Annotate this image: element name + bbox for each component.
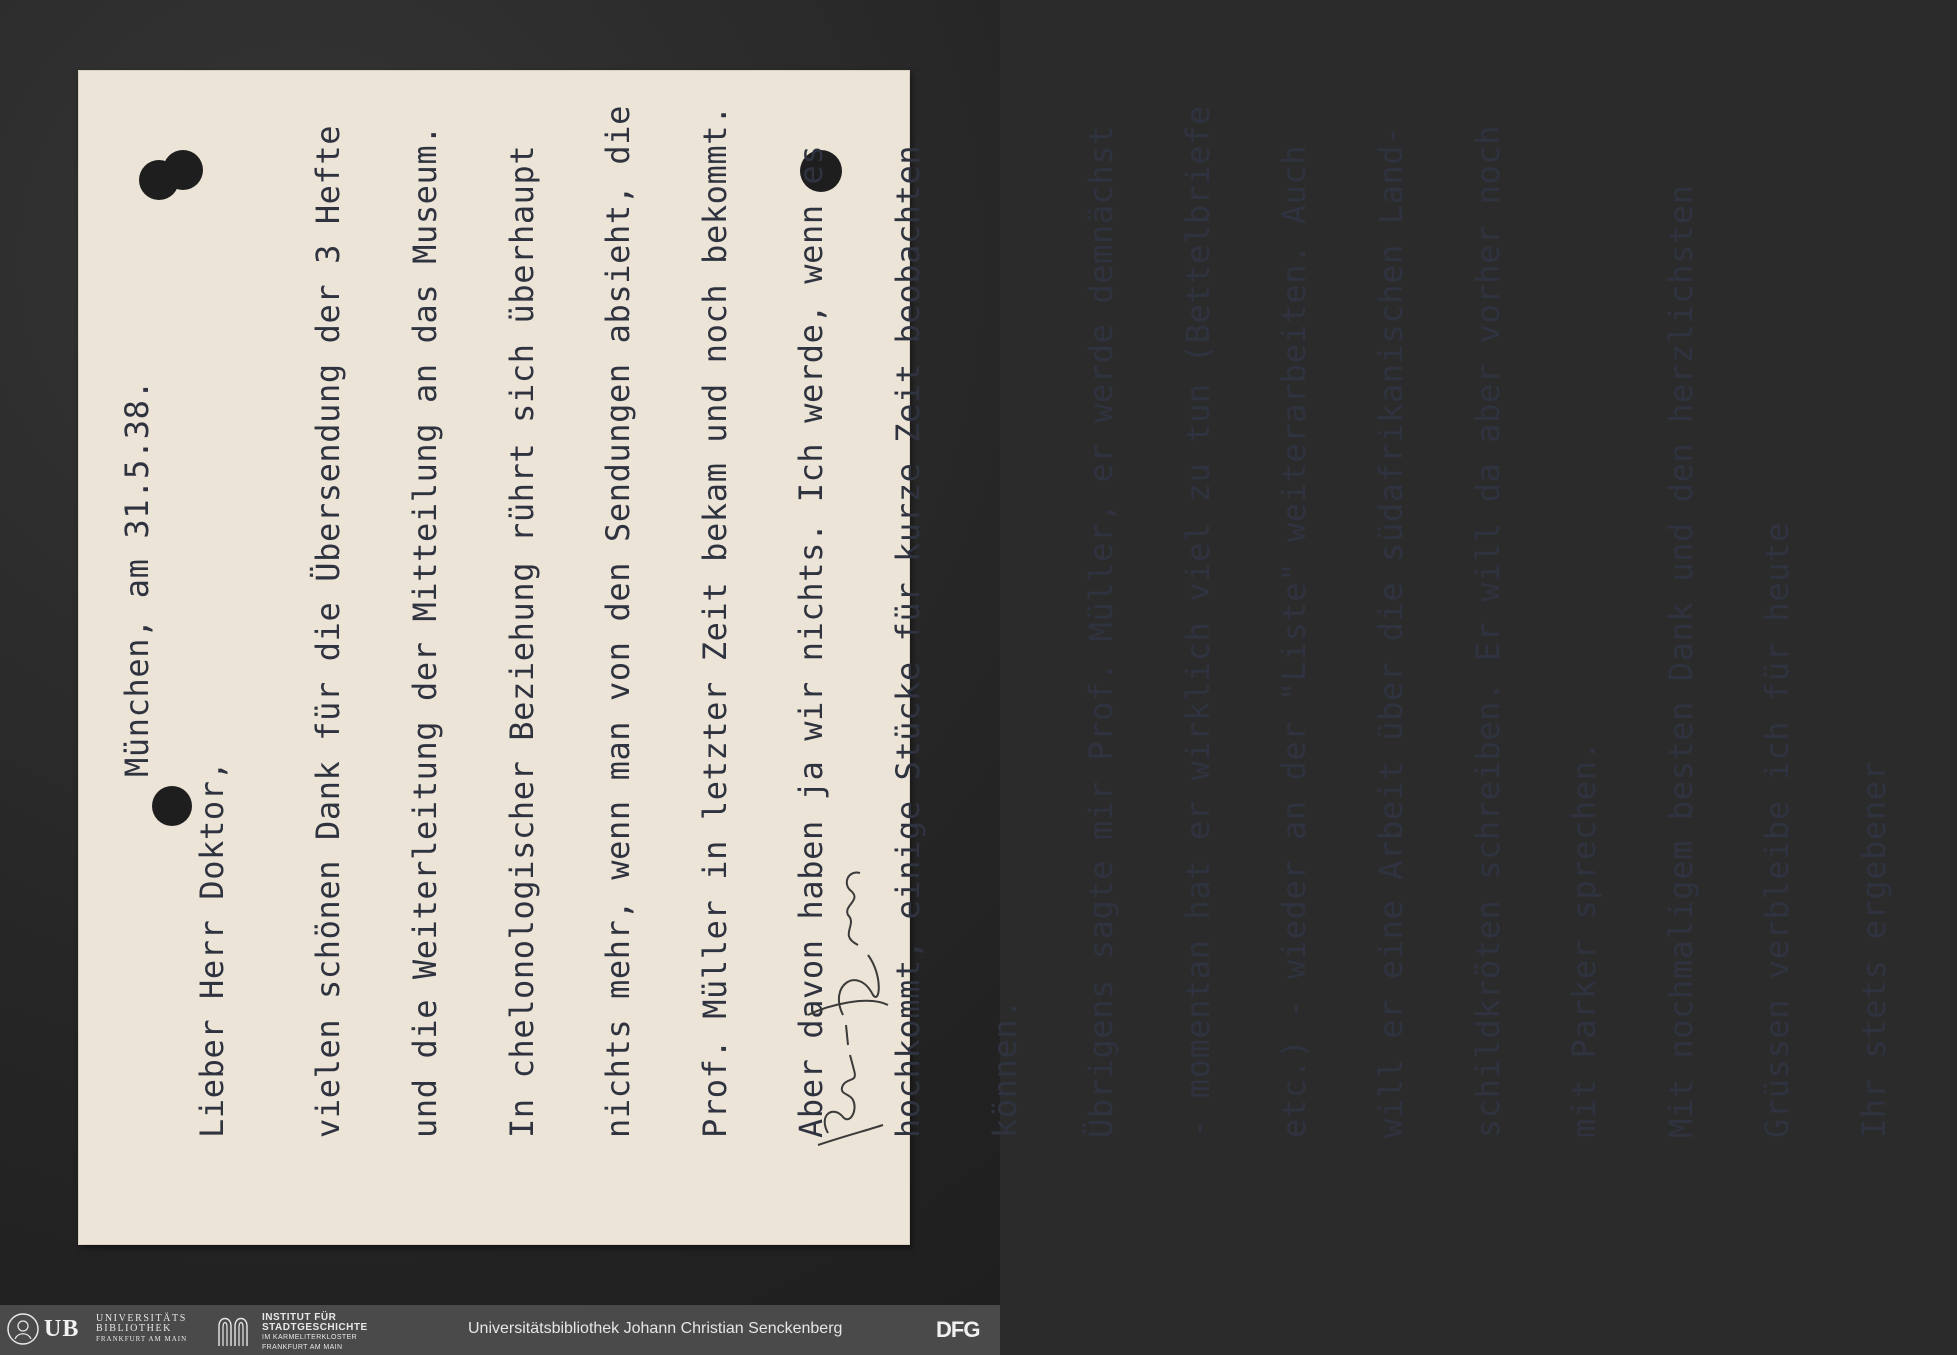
dfg-logo: DFG <box>936 1317 980 1342</box>
footer-bar <box>0 1305 1000 1355</box>
ifs-line-3: IM KARMELITERKLOSTER <box>262 1334 358 1341</box>
university-seal-icon <box>6 1312 40 1346</box>
letter-line: nichts mehr, wenn man von den Sendungen absieht, die <box>599 104 638 1138</box>
letter-line: Prof. Müller in letzter Zeit bekam und noch bekommt. <box>695 104 734 1138</box>
institute-name <box>262 1313 368 1353</box>
ub-line-2: BIBLIOTHEK <box>96 1323 172 1334</box>
letter-line: - momentan hat er wirklich viel zu tun (Bettelbriefe <box>1178 104 1217 1138</box>
ub-logo <box>6 1312 79 1346</box>
letter-line: will er eine Arbeit über die südafrikanischen Land- <box>1371 124 1410 1138</box>
ub-mark: UB <box>44 1315 80 1342</box>
letter-line: Übrigens sagte mir Prof. Müller, er werde demnächst <box>1082 124 1121 1138</box>
institute-arch-icon <box>215 1314 255 1348</box>
letter-line: vielen schönen Dank für die Übersendung der 3 Hefte <box>309 124 348 1138</box>
ub-name <box>96 1314 187 1344</box>
letter-line: Aber davon haben ja wir nichts. Ich werde, wenn es <box>792 144 831 1138</box>
letter-line: schildkröten schreiben. Er will da aber vorher noch <box>1468 124 1507 1138</box>
letter-line: hochkommt, einige Stücke für kurze Zeit beobachten <box>888 144 927 1138</box>
library-name: Universitätsbibliothek Johann Christian Senckenberg <box>468 1320 843 1337</box>
letter-line: können. <box>985 998 1024 1138</box>
letter-body <box>248 105 1955 1138</box>
ifs-line-2: STADTGESCHICHTE <box>262 1322 368 1333</box>
ifs-line-1: INSTITUT FÜR <box>262 1312 337 1323</box>
letter-line: mit Parker sprechen. <box>1565 740 1604 1138</box>
letter-line: Ihr stets ergebener <box>1854 760 1893 1138</box>
handwritten-signature <box>788 855 898 1155</box>
letter-salutation: Lieber Herr Doktor, <box>193 760 231 1138</box>
letter-line: Grüssen verbleibe ich für heute <box>1758 522 1797 1138</box>
ub-line-1: UNIVERSITÄTS <box>96 1313 187 1324</box>
ub-line-3: FRANKFURT AM MAIN <box>96 1335 188 1343</box>
ifs-line-4: FRANKFURT AM MAIN <box>262 1344 343 1351</box>
letter-line: etc.) - wieder an der "Liste" weiterarbeiten. Auch <box>1275 144 1314 1138</box>
letter-date: München, am 31.5.38. <box>118 379 156 777</box>
letter-line: Mit nochmaligem besten Dank und den herzlichsten <box>1661 184 1700 1138</box>
letter-line: und die Weiterleitung der Mitteilung an das Museum. <box>406 124 444 1138</box>
letter-line: In chelonologischer Beziehung rührt sich überhaupt <box>502 144 541 1138</box>
letter-content <box>78 70 1893 1245</box>
